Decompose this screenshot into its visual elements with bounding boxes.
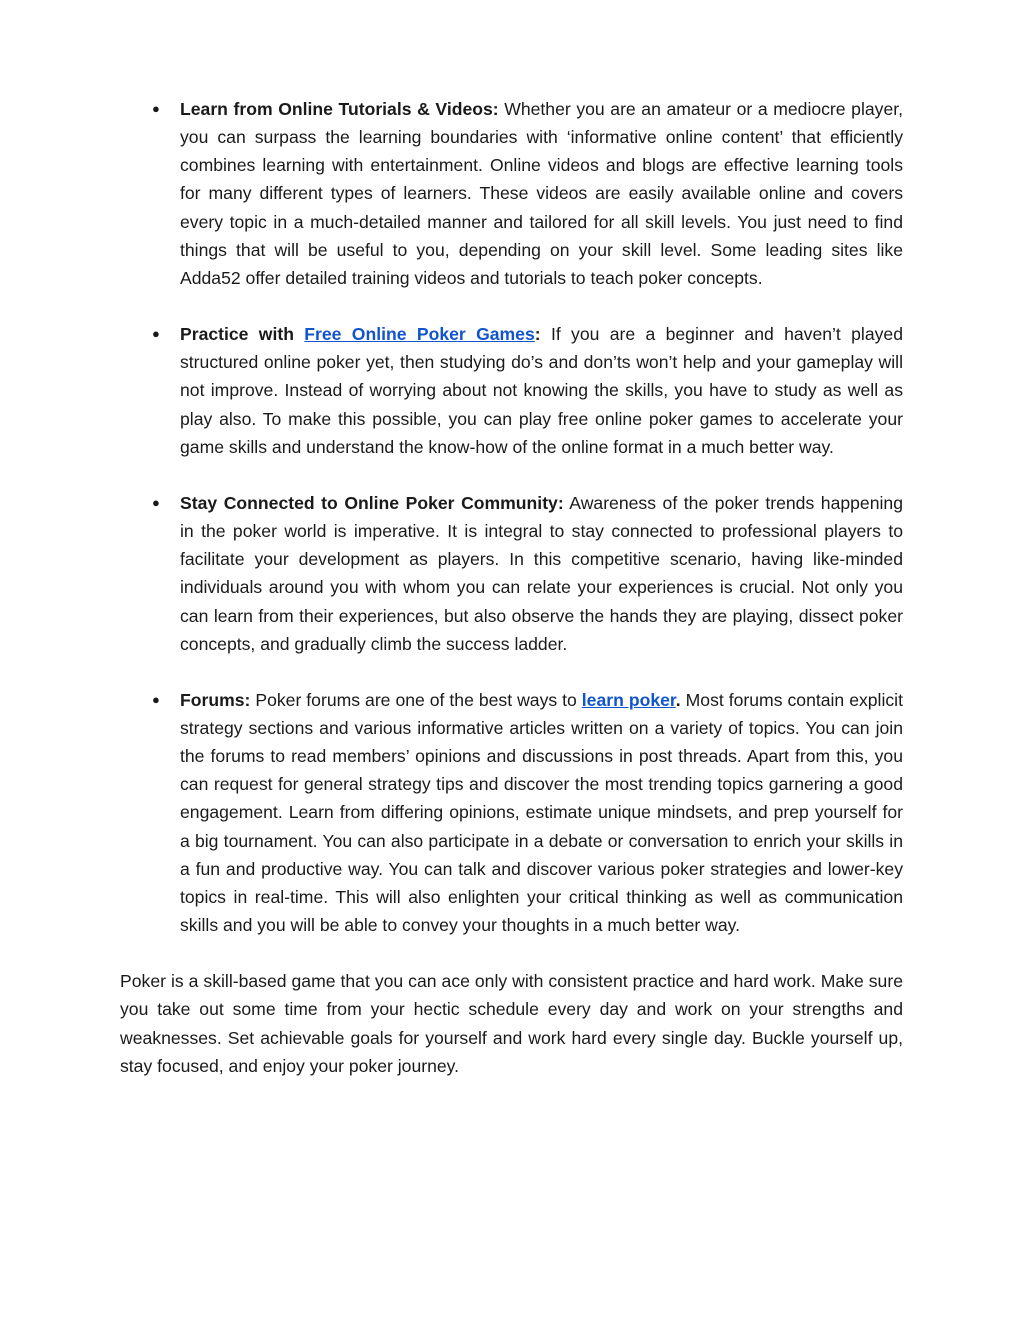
list-item-heading: Stay Connected to Online Poker Community: (180, 492, 564, 513)
list-item-period: . (675, 689, 681, 710)
list-item-body: Most forums contain explicit strategy sections and various informative articles written on a variety of topics. You can join the forums to read members’ opinions and discussions in post threads. Apart from this, you can request for general strategy tips and discover the most trending topics garnering a good engagement. Learn from differing opinions, estimate unique mindsets, and prep yourself for a big tournament. You can also participate in a debate or conversation to enrich your skills in a fun and productive way. You can talk and discover various poker strategies and lower-key topics in real-time. This will also enlighten your critical thinking as well as communication skills and you will be able to convey your thoughts in a much better way. (180, 689, 903, 936)
list-item-body: Whether you are an amateur or a mediocre player, you can surpass the learning boundaries with ‘informative online content’ that efficiently combines learning with entertainment. Online videos and blogs are effective learning tools for many different types of learners. These videos are easily available online and covers every topic in a much-detailed manner and tailored for all skill levels. You just need to find things that will be useful to you, depending on your skill level. Some leading sites like Adda52 offer detailed training videos and tutorials to teach poker concepts. (180, 99, 904, 288)
document-page (120, 95, 903, 1080)
list-item-heading: Practice with (180, 324, 305, 345)
bullet-icon: ● (152, 326, 160, 342)
list-item-practice (120, 320, 903, 461)
free-online-poker-games-link[interactable]: Free Online Poker Games (304, 324, 535, 345)
list-item-heading: Learn from Online Tutorials & Videos: (180, 99, 499, 119)
list-item-body-lead: Poker forums are one of the best ways to (250, 689, 582, 710)
list-item-forums (120, 686, 903, 939)
closing-paragraph: Poker is a skill-based game that you can ace only with consistent practice and hard work. Make sure you take out some time from your hectic schedule every day and work on your strengths and weaknesses. Set achievable goals for yourself and work hard every single day. Buckle yourself up, stay focused, and enjoy your poker journey. (120, 971, 903, 1076)
learn-poker-link[interactable]: learn poker (581, 689, 676, 710)
list-item-heading-colon: : (534, 324, 541, 345)
list-item-body: Awareness of the poker trends happening in the poker world is imperative. It is integral to stay connected to professional players to facilitate your development as players. In this competitive scenario, having like-minded individuals around you with whom you can relate your experiences is crucial. Not only you can learn from their experiences, but also observe the hands they are playing, dissect poker concepts, and gradually climb the success ladder. (180, 492, 903, 654)
bullet-icon: ● (152, 101, 160, 116)
list-item-heading: Forums: (180, 689, 251, 710)
list-item-tutorials (120, 95, 903, 292)
bullet-icon: ● (152, 691, 160, 707)
tips-list (120, 95, 903, 939)
list-item-body: If you are a beginner and haven’t played structured online poker yet, then studying do’s and don’ts won’t help and your gameplay will not improve. Instead of worrying about not knowing the skills, you have to study as well as play also. To make this possible, you can play free online poker games to accelerate your game skills and understand the know-how of the online format in a much better way. (180, 324, 903, 457)
bullet-icon: ● (152, 494, 160, 510)
list-item-community (120, 489, 903, 658)
